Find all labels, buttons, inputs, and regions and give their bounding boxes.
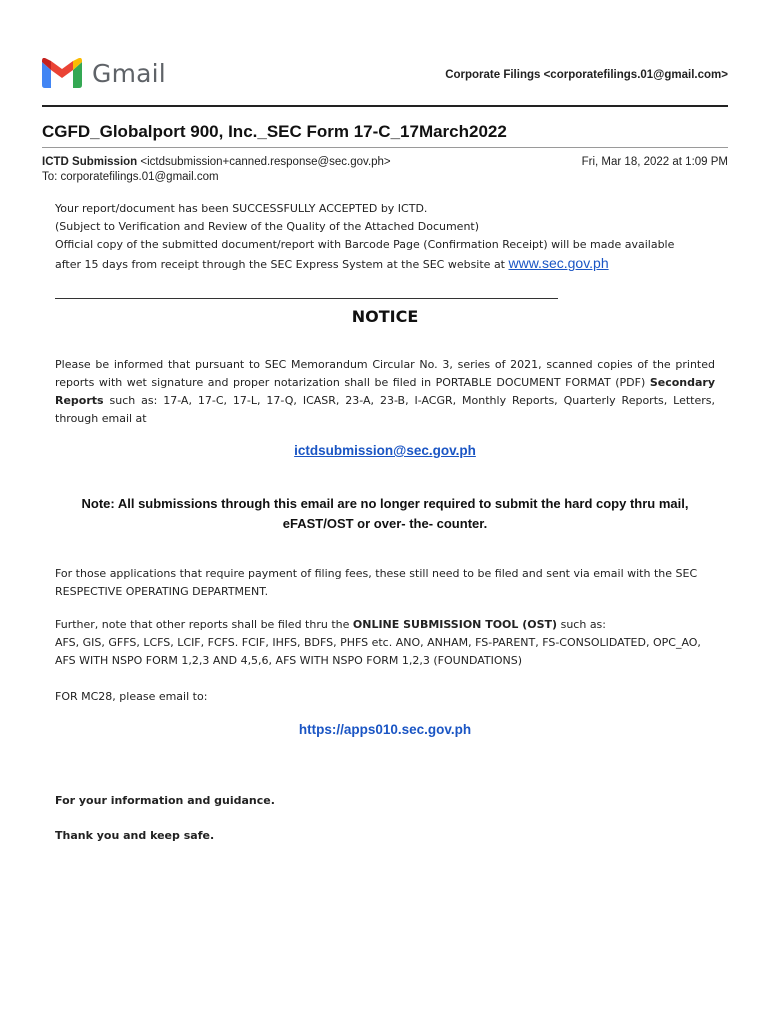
submission-email-link[interactable]: ictdsubmission@sec.gov.ph <box>294 443 476 458</box>
mc28-link-row <box>0 722 770 737</box>
mc28-link[interactable]: https://apps010.sec.gov.ph <box>298 722 472 737</box>
subject-divider <box>42 147 728 148</box>
mc28-paragraph <box>55 688 715 706</box>
notice-text-1: Please be informed that pursuant to SEC Memorandum Circular No. 3, series of 2021, scanned copies of the printed reports with wet signature and proper notarization shall be filed in PORTABLE DOCUMENT FORMAT (PDF) <box>55 358 715 389</box>
sender-email: <ictdsubmission+canned.response@sec.gov.ph> <box>140 156 391 168</box>
note-line: Note: All submissions through this email are no longer required to submit the hard copy thru mail, <box>81 496 689 511</box>
submission-note <box>55 494 715 534</box>
gmail-wordmark: Gmail <box>92 58 166 88</box>
intro-line <box>55 254 715 274</box>
notice-bold: Secondary Reports <box>55 376 715 407</box>
notice-text <box>55 356 715 428</box>
note-line: eFAST/OST or over- the- counter. <box>282 516 488 531</box>
intro-line: Your report/document has been SUCCESSFULLY ACCEPTED by ICTD. <box>55 202 428 215</box>
ost-bold: ONLINE SUBMISSION TOOL (OST) <box>352 618 558 631</box>
account-label: Corporate Filings <corporatefilings.01@gmail.com> <box>445 69 728 81</box>
notice-text-2: such as: 17-A, 17-C, 17-L, 17-Q, ICASR, 23-A, 23-B, I-ACGR, Monthly Reports, Quarterly Reports, Letters, through email at <box>55 394 715 425</box>
email-subject: CGFD_Globalport 900, Inc._SEC Form 17-C_17March2022 <box>42 122 507 141</box>
intro-line: (Subject to Verification and Review of the Quality of the Attached Document) <box>55 220 480 233</box>
recipient-line: To: corporatefilings.01@gmail.com <box>42 171 219 183</box>
thanks-line: Thank you and keep safe. <box>55 829 215 842</box>
sec-website-link[interactable]: www.sec.gov.ph <box>508 255 609 271</box>
ost-list-line: AFS WITH NSPO FORM 1,2,3 AND 4,5,6, AFS WITH NSPO FORM 1,2,3 (FOUNDATIONS) <box>55 654 523 667</box>
ost-list-line: AFS, GIS, GFFS, LCFS, LCIF, FCFS. FCIF, IHFS, BDFS, PHFS etc. ANO, ANHAM, FS-PARENT, FS-CONSOLIDATED, OPC_AO, <box>55 636 701 649</box>
separator-line <box>55 298 558 299</box>
ost-post: such as: <box>560 618 606 631</box>
sender-name: ICTD Submission <box>42 156 138 168</box>
gmail-m-icon <box>42 58 82 88</box>
fees-line: For those applications that require payment of filing fees, these still need to be filed and sent via email with the SEC <box>55 567 698 580</box>
ost-paragraph <box>55 616 715 670</box>
mc28-text: FOR MC28, please email to: <box>55 690 208 703</box>
gmail-logo <box>42 58 166 88</box>
notice-paragraph <box>55 356 715 428</box>
fees-paragraph <box>55 565 715 601</box>
fees-line: RESPECTIVE OPERATING DEPARTMENT. <box>55 585 269 598</box>
ost-pre: Further, note that other reports shall be filed thru the <box>55 618 350 631</box>
intro-block <box>55 200 715 274</box>
guidance-line: For your information and guidance. <box>55 794 275 807</box>
intro-line: Official copy of the submitted document/report with Barcode Page (Confirmation Receipt) will be made available <box>55 238 675 251</box>
submission-email-row <box>0 443 770 458</box>
ost-intro <box>55 616 715 634</box>
notice-title: NOTICE <box>351 307 419 326</box>
header-divider <box>42 105 728 107</box>
email-date: Fri, Mar 18, 2022 at 1:09 PM <box>581 156 728 168</box>
intro-line-text: after 15 days from receipt through the SEC Express System at the SEC website at <box>55 258 505 271</box>
sender-line <box>42 156 391 168</box>
